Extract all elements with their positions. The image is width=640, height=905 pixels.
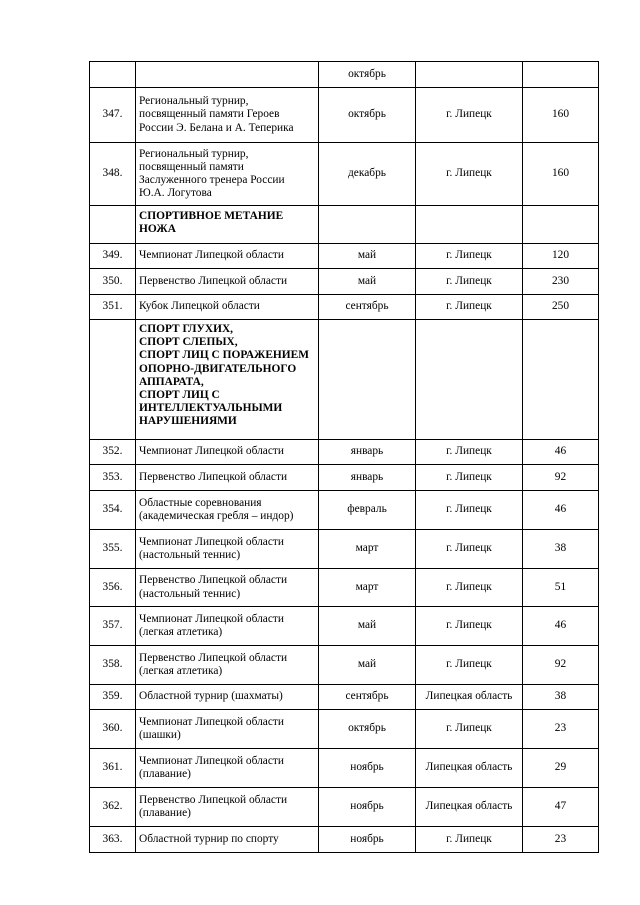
row-number: 349. [90, 244, 136, 269]
event-place: г. Липецк [416, 530, 523, 569]
table-row [90, 530, 599, 569]
event-place: г. Липецк [416, 440, 523, 465]
row-number: 360. [90, 710, 136, 749]
event-name: Чемпионат Липецкой области (настольный теннис) [136, 530, 319, 569]
event-month: октябрь [319, 710, 416, 749]
event-month [319, 320, 416, 440]
row-number: 361. [90, 749, 136, 788]
event-month: март [319, 530, 416, 569]
participant-count: 23 [523, 827, 599, 853]
event-place: Липецкая область [416, 685, 523, 710]
events-table [89, 61, 599, 853]
event-name: Первенство Липецкой области (плавание) [136, 788, 319, 827]
event-place [416, 62, 523, 88]
participant-count: 47 [523, 788, 599, 827]
event-name: Первенство Липецкой области [136, 465, 319, 491]
participant-count [523, 206, 599, 244]
table-row [90, 440, 599, 465]
event-month: май [319, 607, 416, 646]
event-place: г. Липецк [416, 710, 523, 749]
event-place: г. Липецк [416, 269, 523, 295]
event-name: Областной турнир по спорту [136, 827, 319, 853]
row-number: 350. [90, 269, 136, 295]
section-title: СПОРТИВНОЕ МЕТАНИЕ НОЖА [136, 206, 319, 244]
event-name: Региональный турнир, посвященный памяти Героев России Э. Белана и А. Теперика [136, 88, 319, 143]
table-row [90, 143, 599, 206]
participant-count: 46 [523, 491, 599, 530]
row-number: 353. [90, 465, 136, 491]
event-place: г. Липецк [416, 143, 523, 206]
row-number: 356. [90, 569, 136, 607]
section-title: СПОРТ ГЛУХИХ, СПОРТ СЛЕПЫХ, СПОРТ ЛИЦ С ПОРАЖЕНИЕМ ОПОРНО-ДВИГАТЕЛЬНОГО АППАРАТА, СПОРТ ЛИЦ С ИНТЕЛЛЕКТУАЛЬНЫМИ НАРУШЕНИЯМИ [136, 320, 319, 440]
row-number: 358. [90, 646, 136, 685]
table-row [90, 491, 599, 530]
event-place: г. Липецк [416, 569, 523, 607]
event-month: январь [319, 465, 416, 491]
event-name: Чемпионат Липецкой области (шашки) [136, 710, 319, 749]
event-name: Первенство Липецкой области (легкая атлетика) [136, 646, 319, 685]
table-row [90, 244, 599, 269]
event-name: Чемпионат Липецкой области [136, 244, 319, 269]
table-row [90, 607, 599, 646]
table-row [90, 788, 599, 827]
participant-count: 46 [523, 440, 599, 465]
section-header-row [90, 320, 599, 440]
row-number: 351. [90, 295, 136, 320]
participant-count [523, 62, 599, 88]
table-row [90, 710, 599, 749]
event-place: г. Липецк [416, 607, 523, 646]
event-place: г. Липецк [416, 295, 523, 320]
event-name: Региональный турнир, посвященный памяти Заслуженного тренера России Ю.А. Логутова [136, 143, 319, 206]
event-month: ноябрь [319, 788, 416, 827]
row-number: 357. [90, 607, 136, 646]
participant-count: 160 [523, 88, 599, 143]
event-name: Первенство Липецкой области (настольный теннис) [136, 569, 319, 607]
row-number: 352. [90, 440, 136, 465]
participant-count: 38 [523, 530, 599, 569]
event-place: г. Липецк [416, 827, 523, 853]
event-month [319, 206, 416, 244]
table-row [90, 685, 599, 710]
event-month: май [319, 646, 416, 685]
event-month: сентябрь [319, 295, 416, 320]
event-month: октябрь [319, 88, 416, 143]
event-name: Кубок Липецкой области [136, 295, 319, 320]
event-month: декабрь [319, 143, 416, 206]
section-header-row [90, 206, 599, 244]
event-month: февраль [319, 491, 416, 530]
event-month: ноябрь [319, 827, 416, 853]
row-number: 362. [90, 788, 136, 827]
event-month: октябрь [319, 62, 416, 88]
table-row [90, 62, 599, 88]
event-name: Областные соревнования (академическая гребля – индор) [136, 491, 319, 530]
participant-count: 230 [523, 269, 599, 295]
row-number [90, 206, 136, 244]
event-month: март [319, 569, 416, 607]
participant-count: 92 [523, 465, 599, 491]
event-name: Областной турнир (шахматы) [136, 685, 319, 710]
event-place: г. Липецк [416, 465, 523, 491]
participant-count: 46 [523, 607, 599, 646]
table-row [90, 465, 599, 491]
participant-count: 29 [523, 749, 599, 788]
table-row [90, 749, 599, 788]
row-number: 347. [90, 88, 136, 143]
table-row [90, 269, 599, 295]
event-name: Чемпионат Липецкой области [136, 440, 319, 465]
event-place [416, 320, 523, 440]
event-place: Липецкая область [416, 788, 523, 827]
participant-count: 160 [523, 143, 599, 206]
row-number [90, 62, 136, 88]
event-place: г. Липецк [416, 244, 523, 269]
participant-count: 51 [523, 569, 599, 607]
event-place: г. Липецк [416, 491, 523, 530]
table-row [90, 827, 599, 853]
event-place: г. Липецк [416, 646, 523, 685]
row-number: 363. [90, 827, 136, 853]
event-name [136, 62, 319, 88]
event-name: Первенство Липецкой области [136, 269, 319, 295]
event-place: г. Липецк [416, 88, 523, 143]
event-month: сентябрь [319, 685, 416, 710]
table-row [90, 569, 599, 607]
participant-count: 92 [523, 646, 599, 685]
event-place: Липецкая область [416, 749, 523, 788]
participant-count: 38 [523, 685, 599, 710]
row-number: 348. [90, 143, 136, 206]
row-number [90, 320, 136, 440]
event-name: Чемпионат Липецкой области (плавание) [136, 749, 319, 788]
row-number: 355. [90, 530, 136, 569]
table-row [90, 646, 599, 685]
table-row [90, 88, 599, 143]
participant-count: 250 [523, 295, 599, 320]
participant-count [523, 320, 599, 440]
row-number: 359. [90, 685, 136, 710]
participant-count: 23 [523, 710, 599, 749]
event-place [416, 206, 523, 244]
event-month: ноябрь [319, 749, 416, 788]
row-number: 354. [90, 491, 136, 530]
participant-count: 120 [523, 244, 599, 269]
table-row [90, 295, 599, 320]
event-month: май [319, 244, 416, 269]
event-name: Чемпионат Липецкой области (легкая атлетика) [136, 607, 319, 646]
event-month: январь [319, 440, 416, 465]
event-month: май [319, 269, 416, 295]
events-table-body [90, 62, 599, 853]
